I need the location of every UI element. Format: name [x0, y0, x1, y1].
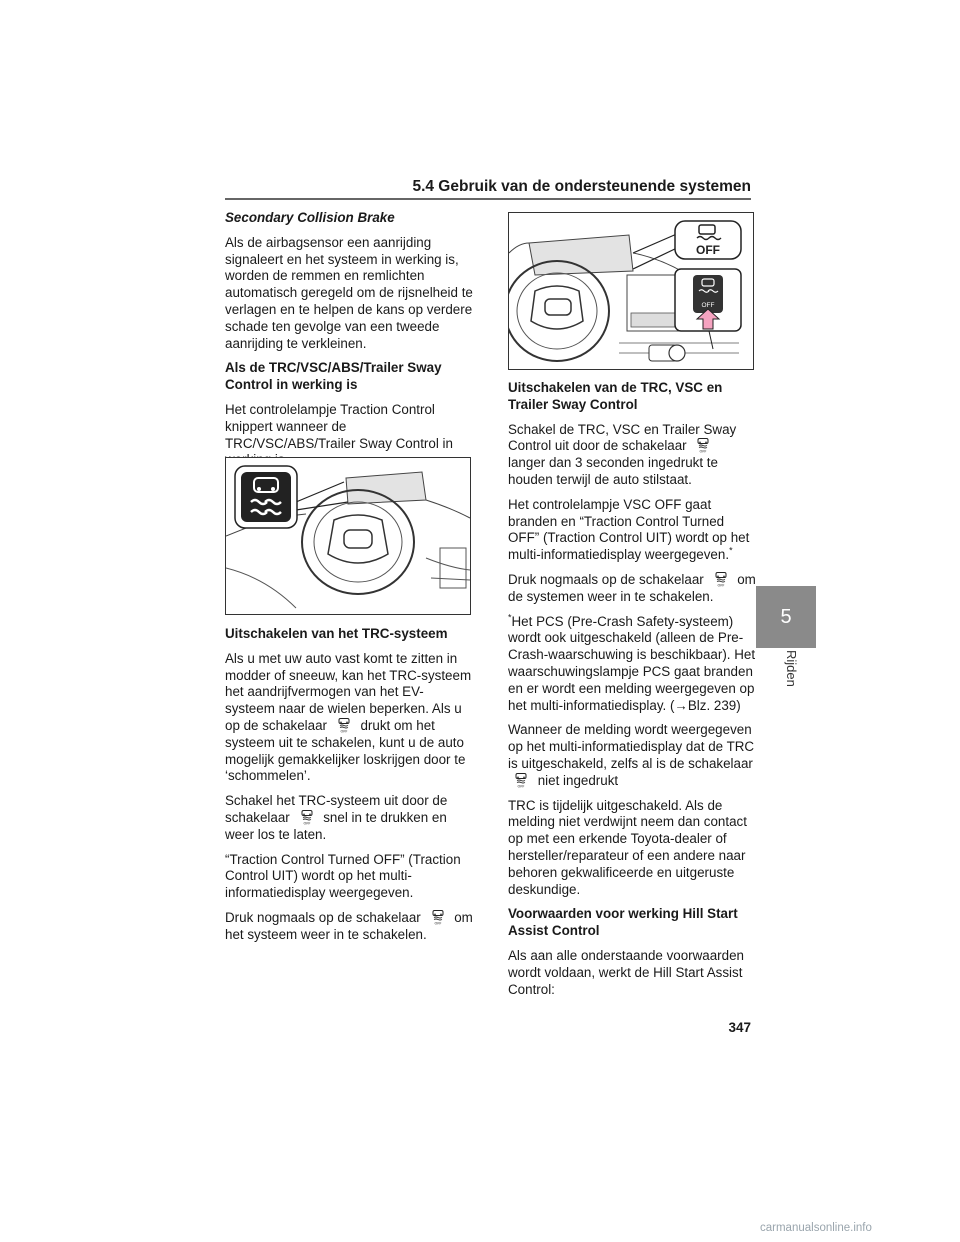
- paragraph-vsc-off: [508, 422, 756, 489]
- text-trc-off-b: drukt om het systeem uit te schakelen, kunt u de auto mogelijk gemakkelijker loskrijgen door te ‘schommelen’.: [225, 717, 466, 784]
- page-ref-arrow: →: [674, 697, 688, 713]
- paragraph-again-left: [225, 910, 473, 944]
- heading-hill-start: Voorwaarden voor werking Hill Start Assist Control: [508, 906, 738, 939]
- left-column-bottom: [225, 626, 473, 952]
- paragraph-message: “Traction Control Turned OFF” (Traction Control UIT) wordt op het multi-informatiedisplay weergegeven.: [225, 851, 461, 901]
- paragraph-again-right: [508, 572, 756, 606]
- text-warning-b: niet ingedrukt: [537, 772, 619, 788]
- trc-off-switch-icon: [296, 810, 318, 825]
- page-ref-link[interactable]: Blz. 239): [687, 697, 741, 713]
- heading-secondary-collision-brake: Secondary Collision Brake: [225, 210, 395, 225]
- text-footnote-a: Het PCS (Pre-Crash Safety-systeem) wordt ook uitgeschakeld (alleen de Pre-Crash-waarschuwing is beschikbaar). Het waarschuwingslampje PCS gaat branden en er wordt een melding weergegeven op het multi-informatiedisplay. (: [508, 613, 756, 713]
- trc-off-switch-icon: [692, 438, 714, 453]
- dashboard-switch-illustration: [509, 213, 753, 369]
- trc-off-switch-icon: [510, 773, 532, 788]
- paragraph-scb: Als de airbagsensor een aanrijding signaleert en het systeem in werking is, worden de remmen en remlichten automatisch geregeld om de rijsnelheid te verlagen en te helpen de kans op verdere schade ten gevolge van een tweede aanrijding te verkleinen.: [225, 234, 473, 351]
- text-lamp: Het controlelampje VSC OFF gaat branden en “Traction Control Turned OFF” (Traction Control UIT) wordt op het multi-informatiedisplay weergegeven.: [508, 496, 750, 563]
- paragraph-trc-off: [225, 651, 473, 785]
- trc-off-switch-icon: [427, 910, 449, 925]
- text-vsc-b: langer dan 3 seconden ingedrukt te houden terwijl de auto stilstaat.: [508, 455, 718, 487]
- trc-off-switch-icon: [710, 572, 732, 587]
- paragraph-warning: [508, 722, 756, 789]
- chapter-tab-label: Rijden: [784, 650, 799, 687]
- dashboard-figure-traction-lamp: [225, 457, 471, 615]
- text-switch-b: snel in te drukken en weer los te laten.: [225, 809, 447, 842]
- footnote-pcs: [508, 614, 756, 715]
- paragraph-trc-active: Het controlelampje Traction Control knippert wanneer de TRC/VSC/ABS/Trailer Sway Control in: [225, 401, 453, 451]
- text-switch-a: Schakel het TRC-systeem uit door de schakelaar: [225, 793, 448, 825]
- off-label-large: OFF: [696, 243, 720, 257]
- off-label-small: OFF: [701, 302, 715, 309]
- watermark: carmanualsonline.info: [760, 1222, 872, 1234]
- heading-trc-off: Uitschakelen van het TRC-systeem: [225, 626, 448, 641]
- text-again-right-a: Druk nogmaals op de schakelaar: [508, 571, 704, 587]
- text-warning-a: Wanneer de melding wordt weergegeven op het multi-informatiedisplay dat de TRC is uitgeschakeld, zelfs al is de schakelaar: [508, 722, 755, 771]
- section-header: 5.4 Gebruik van de ondersteunende systemen: [412, 178, 751, 195]
- right-column: [508, 380, 756, 1006]
- dashboard-illustration: [226, 458, 470, 614]
- left-column-top: [225, 210, 473, 477]
- header-rule: [225, 198, 751, 200]
- paragraph-lamp: [508, 497, 756, 564]
- heading-trc-active: Als de TRC/VSC/ABS/Trailer Sway Control in werking is: [225, 360, 442, 393]
- paragraph-hill-start: Als aan alle onderstaande voorwaarden wordt voldaan, werkt de Hill Start Assist Control:: [508, 947, 744, 997]
- text-again-left-a: Druk nogmaals op de schakelaar: [225, 909, 421, 925]
- text-again-right-b: om de systemen weer in te schakelen.: [508, 571, 756, 604]
- paragraph-dealer: TRC is tijdelijk uitgeschakeld. Als de melding niet verdwijnt neem dan contact op met een erkende Toyota-dealer of hersteller/reparateur of een andere naar behoren gekwalificeerde en uitgeruste deskundige.: [508, 797, 747, 897]
- paragraph-trc-switch: [225, 793, 473, 843]
- text-vsc-a: Schakel de TRC, VSC en Trailer Sway Control uit door de schakelaar: [508, 421, 737, 454]
- chapter-tab[interactable]: 5: [756, 586, 816, 648]
- heading-vsc-off: Uitschakelen van de TRC, VSC en Trailer Sway Control: [508, 380, 723, 412]
- dashboard-figure-vsc-switch: [508, 212, 754, 370]
- page-number: 347: [728, 1020, 751, 1035]
- text-trc-off-a: Als u met uw auto vast komt te zitten in modder of sneeuw, kan het TRC-systeem het aandrijfvermogen van het EV-systeem naar de wielen beperken. Als u op de schakelaar: [225, 650, 472, 733]
- footnote-star: *: [508, 612, 512, 623]
- text-again-left-b: om het systeem weer in te schakelen.: [225, 909, 473, 942]
- trc-off-switch-icon: [333, 718, 355, 733]
- footnote-marker: *: [729, 545, 733, 556]
